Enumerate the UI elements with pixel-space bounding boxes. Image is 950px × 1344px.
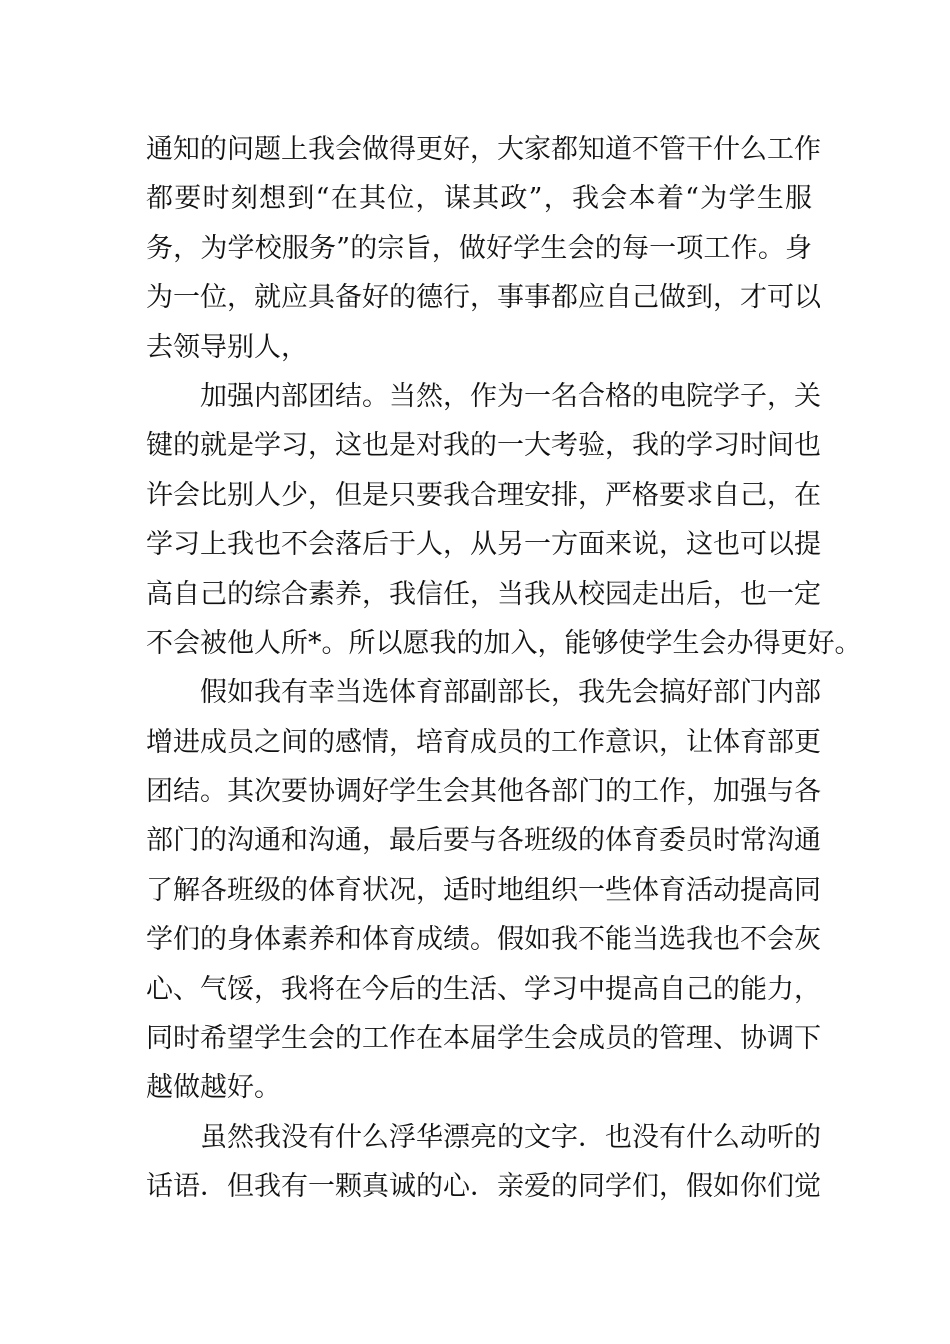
text-line: 许会比别人少，但是只要我合理安排，严格要求自己，在	[146, 479, 821, 511]
text-line: 虽然我没有什么浮华漂亮的文字．也没有什么动听的	[200, 1121, 821, 1153]
text-line: 心、气馁，我将在今后的生活、学习中提高自己的能力，	[146, 973, 821, 1005]
text-line: 通知的问题上我会做得更好，大家都知道不管干什么工作	[146, 134, 821, 165]
document-body	[146, 125, 862, 1212]
text-line: 越做越好。	[146, 1072, 281, 1104]
text-line: 团结。其次要协调好学生会其他各部门的工作，加强与各	[146, 776, 821, 808]
paragraph-1	[146, 125, 821, 372]
text-line: 假如我有幸当选体育部副部长，我先会搞好部门内部	[200, 677, 821, 709]
text-line: 加强内部团结。当然，作为一名合格的电院学子，关	[200, 380, 821, 412]
text-line: 增进成员之间的感情，培育成员的工作意识，让体育部更	[146, 726, 821, 758]
text-line: 同时希望学生会的工作在本届学生会成员的管理、协调下	[146, 1023, 821, 1055]
text-line: 不会被他人所*。所以愿我的加入，能够使学生会办得更好。	[146, 627, 862, 659]
text-line: 学们的身体素养和体育成绩。假如我不能当选我也不会灰	[146, 924, 821, 956]
text-line: 了解各班级的体育状况，适时地组织一些体育活动提高同	[146, 874, 821, 906]
paragraph-2	[146, 372, 862, 668]
text-line: 都要时刻想到“在其位，谋其政”，我会本着“为学生服	[146, 183, 812, 215]
text-line: 键的就是学习，这也是对我的一大考验，我的学习时间也	[146, 430, 821, 462]
paragraph-4	[146, 1113, 821, 1212]
text-line: 学习上我也不会落后于人，从另一方面来说，这也可以提	[146, 529, 821, 561]
text-line: 去领导别人，	[146, 331, 308, 363]
text-line: 部门的沟通和沟通，最后要与各班级的体育委员时常沟通	[146, 825, 821, 857]
text-line: 为一位，就应具备好的德行，事事都应自己做到，才可以	[146, 282, 821, 314]
text-line: 务，为学校服务”的宗旨，做好学生会的每一项工作。身	[146, 232, 812, 264]
text-line: 话语．但我有一颗真诚的心．亲爱的同学们，假如你们觉	[146, 1171, 821, 1203]
paragraph-3	[146, 668, 821, 1113]
text-line: 高自己的综合素养，我信任，当我从校园走出后，也一定	[146, 578, 821, 610]
